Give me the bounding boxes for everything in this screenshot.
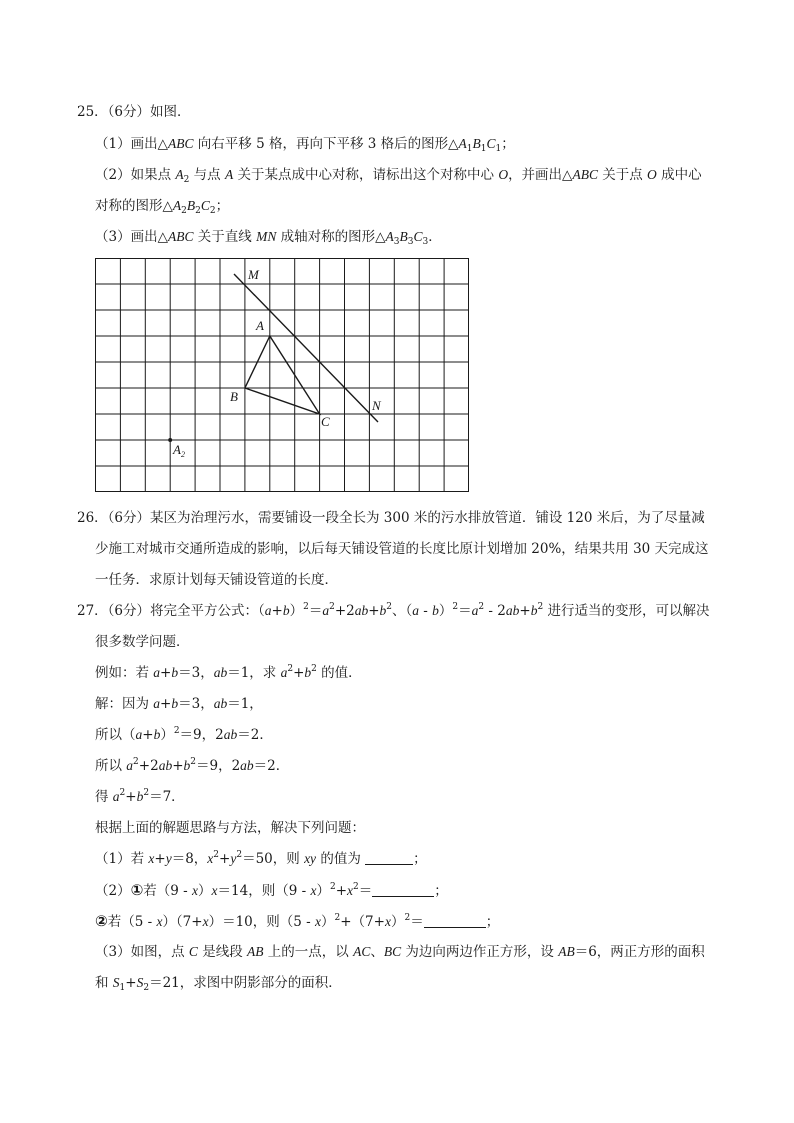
q27-part1: （1）若 x+y＝8，$x^2+y^2=50$，则 xy 的值为 ； xyxy=(95,850,427,867)
q25-part2-cont: 对称的图形$\triangle A_2B_2C_2$； xyxy=(95,198,230,216)
grid xyxy=(95,258,469,492)
answer-blank-2[interactable] xyxy=(372,883,434,897)
q27-line2: 很多数学问题． xyxy=(95,634,190,650)
label-c: C xyxy=(321,414,330,429)
q27-part2-1: （2）①若（9 - x）x＝14，则$(9 - x)^2+x^2=$ ； xyxy=(95,881,448,899)
point-a2 xyxy=(168,438,172,442)
label-b: B xyxy=(230,389,238,404)
q26-line1: 26．（6分）某区为治理污水，需要铺设一段全长为 300 米的污水排放管道．铺设 120 米后，为了尽量减 xyxy=(77,510,705,526)
line-mn xyxy=(234,274,378,422)
label-a2: $A_2$ xyxy=(173,442,185,459)
label-m: M xyxy=(248,267,259,282)
q25-part2: （2）如果点 $A_2$ 与点 A 关于某点成中心对称，请标出这个对称中心 O，并画出△ABC 关于点 O 成中心 xyxy=(95,167,702,185)
q27-heading: 27．（6分）将完全平方公式：$(a+b)^2=a^2+2ab+b^2$、$(a - b)^2=a^2 - 2ab+b^2$ 进行适当的变形，可以解决 xyxy=(77,602,710,619)
q25-part1: （1）画出△ABC 向右平移 5 格，再向下平移 3 格后的图形$\triangle A_1B_1C_1$； xyxy=(95,136,515,154)
q27-step1: 所以$(a+b)^2=9$，2ab＝2． xyxy=(95,726,273,743)
label-a: A xyxy=(256,318,264,333)
grid-figure xyxy=(95,258,471,494)
q27-step3: 得 $a^2+b^2=7$． xyxy=(95,788,185,805)
answer-blank-1[interactable] xyxy=(365,851,413,865)
q27-part3-cont: 和 $S_1+S_2=21$，求图中阴影部分的面积． xyxy=(95,975,342,993)
q25-heading: 25．（6分）如图． xyxy=(77,104,191,120)
answer-blank-3[interactable] xyxy=(424,914,486,928)
triangle-abc xyxy=(245,336,320,414)
q27-guide: 根据上面的解题思路与方法，解决下列问题： xyxy=(95,820,365,836)
q25-part3: （3）画出△ABC 关于直线 MN 成轴对称的图形$\triangle A_3B_3C_3$． xyxy=(95,229,442,247)
q27-example: 例如：若 a+b＝3，ab＝1，求 $a^2+b^2$ 的值． xyxy=(95,664,362,681)
label-n: N xyxy=(372,398,381,413)
q27-solution: 解：因为 a+b＝3，ab＝1， xyxy=(95,696,263,712)
q27-part2-2: ②若（5 - x）（7+x）＝10，则$(5 - x)^2+(7+x)^2=$ ； xyxy=(95,912,500,930)
q26-line2: 少施工对城市交通所造成的影响，以后每天铺设管道的长度比原计划增加 20%，结果共用 30 天完成这 xyxy=(95,541,709,557)
q26-line3: 一任务．求原计划每天铺设管道的长度． xyxy=(95,572,338,588)
q27-step2: 所以 $a^2+2ab+b^2=9$，2ab＝2． xyxy=(95,757,290,774)
q27-part3: （3）如图，点 C 是线段 AB 上的一点，以 AC、BC 为边向两边作正方形，设 AB＝6，两正方形的面积 xyxy=(95,944,705,960)
